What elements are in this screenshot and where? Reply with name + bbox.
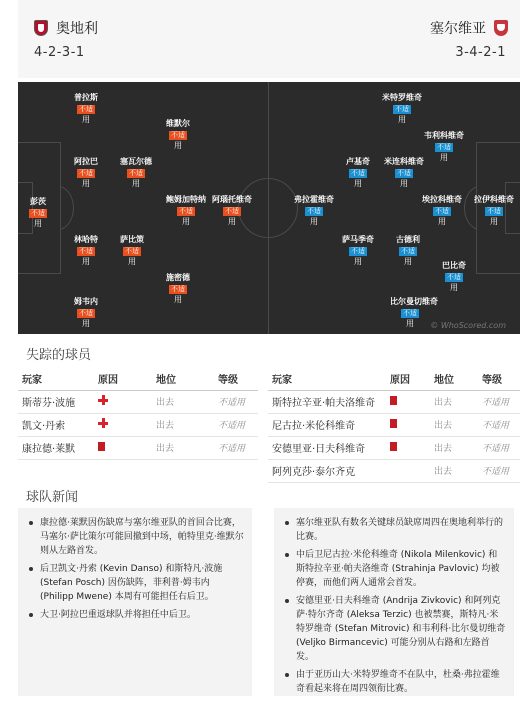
table-row[interactable]: 斯蒂芬·波施 出去 不适用	[18, 390, 258, 413]
player-name: 维默尔	[166, 119, 190, 128]
status-badge: 不适	[179, 207, 193, 215]
player-name: 姆韦内	[74, 297, 98, 306]
news-item: 康拉德·莱默因伤缺席与塞尔维亚队的首回合比赛，马塞尔·萨比策尔可能回撤到中场，帕特里克·维默尔则从左路首发。	[26, 516, 244, 558]
home-player[interactable]: 阿瑙托维奇 不适 用	[212, 195, 252, 226]
away-team-name: 塞尔维亚	[430, 21, 486, 37]
status-badge: 不适	[171, 285, 185, 293]
player-name[interactable]: 尼古拉·米伦科维奇	[268, 413, 386, 436]
red-card-icon	[390, 442, 397, 451]
player-name: 普拉斯	[74, 93, 98, 102]
player-name: 古德利	[396, 235, 420, 244]
player-name[interactable]: 斯特拉辛亚·帕夫洛维奇	[268, 390, 386, 413]
status-badge: 不适	[487, 207, 501, 215]
red-card-icon	[390, 419, 397, 428]
player-name: 塞瓦尔德	[120, 157, 152, 166]
player-name: 弗拉霍维奇	[294, 195, 334, 204]
news-item: 由于亚历山大·米特罗维奇不在队中，杜桑·弗拉霍维奇看起来将在周四领衔比赛。	[282, 668, 506, 696]
player-name[interactable]: 凯文·丹索	[18, 413, 94, 436]
table-row[interactable]: 安德里亚·日夫科维奇 出去 不适用	[268, 436, 520, 459]
home-player[interactable]: 阿拉巴 不适 用	[66, 158, 106, 188]
watermark: © WhoScored.com	[430, 321, 506, 330]
match-header	[18, 0, 520, 78]
home-player[interactable]: 姆韦内 不适 用	[66, 298, 106, 328]
col-reason: 原因	[94, 368, 152, 390]
status-badge: 不适	[307, 207, 321, 215]
player-name: 比尔曼切维奇	[390, 297, 438, 306]
status-badge: 不适	[79, 247, 93, 255]
table-header	[268, 368, 520, 390]
col-level: 等级	[478, 368, 520, 390]
status-badge: 不适	[351, 169, 365, 177]
away-player[interactable]: 米连科维奇 不适 用	[384, 157, 424, 188]
player-name: 阿拉巴	[74, 157, 98, 166]
player-name: 拉伊科维奇	[474, 195, 514, 204]
home-missing-table	[18, 368, 258, 460]
status-badge: 不适	[401, 247, 415, 255]
player-name: 韦利科维奇	[424, 131, 464, 140]
away-player[interactable]: 米特罗维奇 不适 用	[382, 93, 422, 124]
home-player[interactable]: 萨比策 不适 用	[112, 236, 152, 266]
table-row[interactable]: 阿列克莎·泰尔齐克 出去 不适用	[268, 459, 520, 482]
home-player[interactable]: 鲍姆加特纳 不适 用	[166, 195, 206, 226]
player-name: 林哈特	[74, 235, 98, 244]
missing-players-title: 失踪的球员	[26, 348, 92, 363]
team-news-title: 球队新闻	[26, 490, 79, 505]
status-badge: 不适	[79, 105, 93, 113]
home-team-name: 奥地利	[56, 21, 98, 37]
away-team-news	[274, 508, 514, 696]
home-team-news	[18, 508, 252, 696]
player-name: 卢基奇	[346, 157, 370, 166]
status-badge: 不适	[351, 247, 365, 255]
player-name: 阿瑙托维奇	[212, 195, 252, 204]
home-player[interactable]: 施密德 不适 用	[158, 274, 198, 304]
away-player[interactable]: 比尔曼切维奇 不适 用	[390, 297, 438, 328]
lineup-pitch	[18, 82, 520, 334]
news-item: 塞尔维亚队有数名关键球员缺席周四在奥地利举行的比赛。	[282, 516, 506, 544]
status-badge: 不适	[395, 105, 409, 113]
col-player: 玩家	[18, 368, 94, 390]
player-name: 米特罗维奇	[382, 93, 422, 102]
status-badge: 不适	[125, 247, 139, 255]
status-badge: 不适	[403, 309, 417, 317]
red-card-icon	[98, 442, 105, 451]
status-badge: 不适	[79, 169, 93, 177]
away-player[interactable]: 萨马季奇 不适 用	[338, 236, 378, 266]
player-name: 萨马季奇	[342, 235, 374, 244]
home-player[interactable]: 维默尔 不适 用	[158, 120, 198, 150]
player-name: 米连科维奇	[384, 157, 424, 166]
player-name: 彭茨	[30, 197, 46, 206]
serbia-crest-icon	[494, 20, 508, 36]
away-player[interactable]: 古德利 不适 用	[388, 236, 428, 266]
away-team[interactable]	[430, 18, 508, 38]
player-name: 施密德	[166, 273, 190, 282]
injury-icon	[98, 395, 108, 405]
news-item: 安德里亚·日夫科维奇 (Andrija Zivkovic) 和阿列克萨·特尔齐奇 (Aleksa Terzic) 也被禁赛，斯特凡·米特罗维奇 (Stefan Mitrovic) 和韦利科·比尔曼切维奇 (Veljko Birmancevic) 可能分别从右路和左路首发。	[282, 594, 506, 664]
home-player[interactable]: 塞瓦尔德 不适 用	[116, 158, 156, 188]
col-player: 玩家	[268, 368, 386, 390]
away-player[interactable]: 埃拉科维奇 不适 用	[422, 195, 462, 226]
player-name: 埃拉科维奇	[422, 195, 462, 204]
player-name: 巴比奇	[442, 261, 466, 270]
away-player[interactable]: 拉伊科维奇 不适 用	[474, 195, 514, 226]
col-level: 等级	[214, 368, 258, 390]
player-name[interactable]: 安德里亚·日夫科维奇	[268, 436, 386, 459]
home-player[interactable]: 普拉斯 不适 用	[66, 94, 106, 124]
table-row[interactable]: 斯特拉辛亚·帕夫洛维奇 出去 不适用	[268, 390, 520, 413]
status-badge: 不适	[171, 131, 185, 139]
table-header	[18, 368, 258, 390]
news-item: 后卫凯文·丹索 (Kevin Danso) 和斯特凡·波施 (Stefan Posch) 因伤缺阵，菲利普·姆韦内 (Philipp Mwene) 本周有可能担任右后卫。	[26, 562, 244, 604]
home-team[interactable]	[34, 18, 98, 38]
status-badge: 不适	[129, 169, 143, 177]
red-card-icon	[390, 396, 397, 405]
status-badge: 不适	[447, 273, 461, 281]
away-player[interactable]: 巴比奇 不适 用	[434, 262, 474, 292]
col-location: 地位	[152, 368, 214, 390]
table-row[interactable]: 凯文·丹索 出去 不适用	[18, 413, 258, 436]
status-badge: 不适	[79, 309, 93, 317]
player-name[interactable]: 康拉德·莱默	[18, 436, 94, 459]
player-name[interactable]: 斯蒂芬·波施	[18, 390, 94, 413]
home-formation: 4-2-3-1	[34, 45, 85, 60]
away-player[interactable]: 卢基奇 不适 用	[338, 158, 378, 188]
col-reason: 原因	[386, 368, 430, 390]
austria-crest-icon	[34, 20, 48, 36]
news-item: 大卫·阿拉巴重返球队并将担任中后卫。	[26, 608, 244, 622]
table-row[interactable]: 康拉德·莱默 出去 不适用	[18, 436, 258, 459]
home-player[interactable]: 彭茨 不适 用	[18, 198, 58, 228]
away-player[interactable]: 韦利科维奇 不适 用	[424, 131, 464, 162]
table-row[interactable]: 尼古拉·米伦科维奇 出去 不适用	[268, 413, 520, 436]
player-name[interactable]: 阿列克莎·泰尔齐克	[268, 459, 386, 482]
away-player[interactable]: 弗拉霍维奇 不适 用	[294, 195, 334, 226]
status-badge: 不适	[437, 143, 451, 151]
player-name: 鲍姆加特纳	[166, 195, 206, 204]
away-formation: 3-4-2-1	[455, 45, 506, 60]
away-missing-table	[268, 368, 520, 483]
player-name: 萨比策	[120, 235, 144, 244]
injury-icon	[98, 418, 108, 428]
status-badge: 不适	[31, 209, 45, 217]
status-badge: 不适	[435, 207, 449, 215]
status-badge: 不适	[225, 207, 239, 215]
col-location: 地位	[430, 368, 478, 390]
home-player[interactable]: 林哈特 不适 用	[66, 236, 106, 266]
news-item: 中后卫尼古拉·米伦科维奇 (Nikola Milenkovic) 和斯特拉辛亚·帕夫洛维奇 (Strahinja Pavlovic) 均被停赛，而他们两人通常会首发。	[282, 548, 506, 590]
status-badge: 不适	[397, 169, 411, 177]
